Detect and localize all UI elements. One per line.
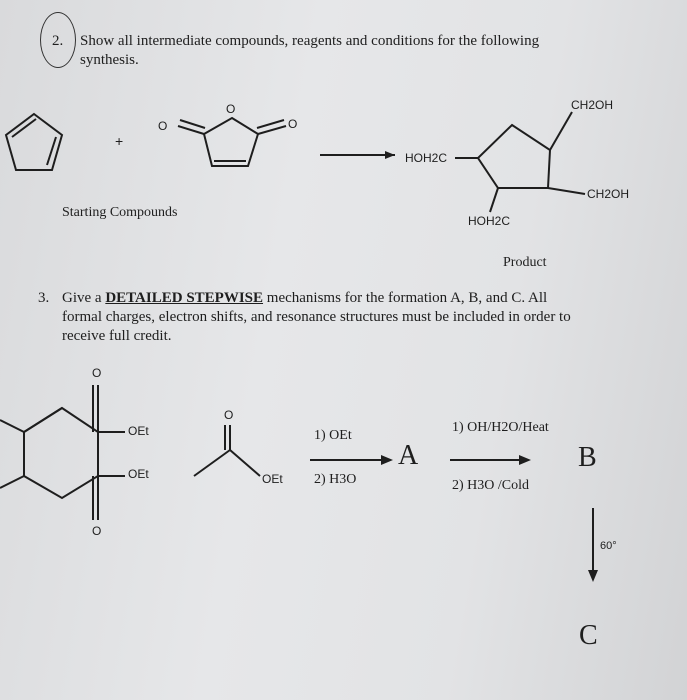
diester-oet-bottom: OEt: [128, 467, 149, 481]
step2-reagent1: 1) OH/H2O/Heat: [452, 420, 549, 435]
product-ring: [478, 125, 550, 188]
product-A: A: [398, 440, 419, 471]
anhydride-o-left: O: [158, 119, 168, 133]
q3-number: 3.: [38, 290, 50, 306]
product-B: B: [578, 442, 597, 473]
q2-text-line2: synthesis.: [80, 52, 139, 68]
q3-text-line1: [62, 289, 547, 308]
temperature-label: 60°: [600, 540, 617, 552]
ester-o: O: [224, 408, 234, 422]
anhydride-o-ring: O: [226, 102, 236, 116]
q3-text-part2: mechanisms for the formation A, B, and C. All: [263, 290, 548, 306]
q2-number: 2.: [52, 33, 64, 49]
anhydride-ring: [204, 118, 258, 166]
q3-text-line2: formal charges, electron shifts, and resonance structures must be included in order to: [62, 309, 571, 325]
q3-text-part1: Give a: [62, 290, 106, 306]
product-label: Product: [503, 255, 547, 270]
q3-text-line3: receive full credit.: [62, 328, 172, 344]
starting-compounds-label: Starting Compounds: [62, 205, 178, 220]
group-bottom: HOH2C: [468, 214, 511, 228]
bond-bottom: [490, 188, 498, 212]
product-C: C: [579, 620, 598, 651]
bond-top-right: [550, 112, 572, 150]
bond-right: [548, 188, 585, 194]
group-top-right: CH2OH: [571, 98, 614, 112]
step1-reagent2: 2) H3O: [314, 472, 357, 487]
anhydride-o-right: O: [288, 117, 298, 131]
ester-oet: OEt: [262, 472, 283, 486]
diester-ring: [24, 408, 98, 498]
group-right: CH2OH: [587, 187, 630, 201]
q3-emphasis: DETAILED STEPWISE: [105, 290, 264, 306]
diester-o-top: O: [92, 366, 102, 380]
ester-chain: [194, 450, 230, 476]
step1-reagent1: 1) OEt: [314, 428, 352, 443]
diester-oet-top: OEt: [128, 424, 149, 438]
step2-reagent2: 2) H3O /Cold: [452, 478, 529, 493]
q2-text-line1: Show all intermediate compounds, reagents and conditions for the following: [80, 33, 540, 49]
diester-o-bottom: O: [92, 524, 102, 538]
group-left: HOH2C: [405, 151, 448, 165]
plus-sign: +: [115, 133, 124, 149]
